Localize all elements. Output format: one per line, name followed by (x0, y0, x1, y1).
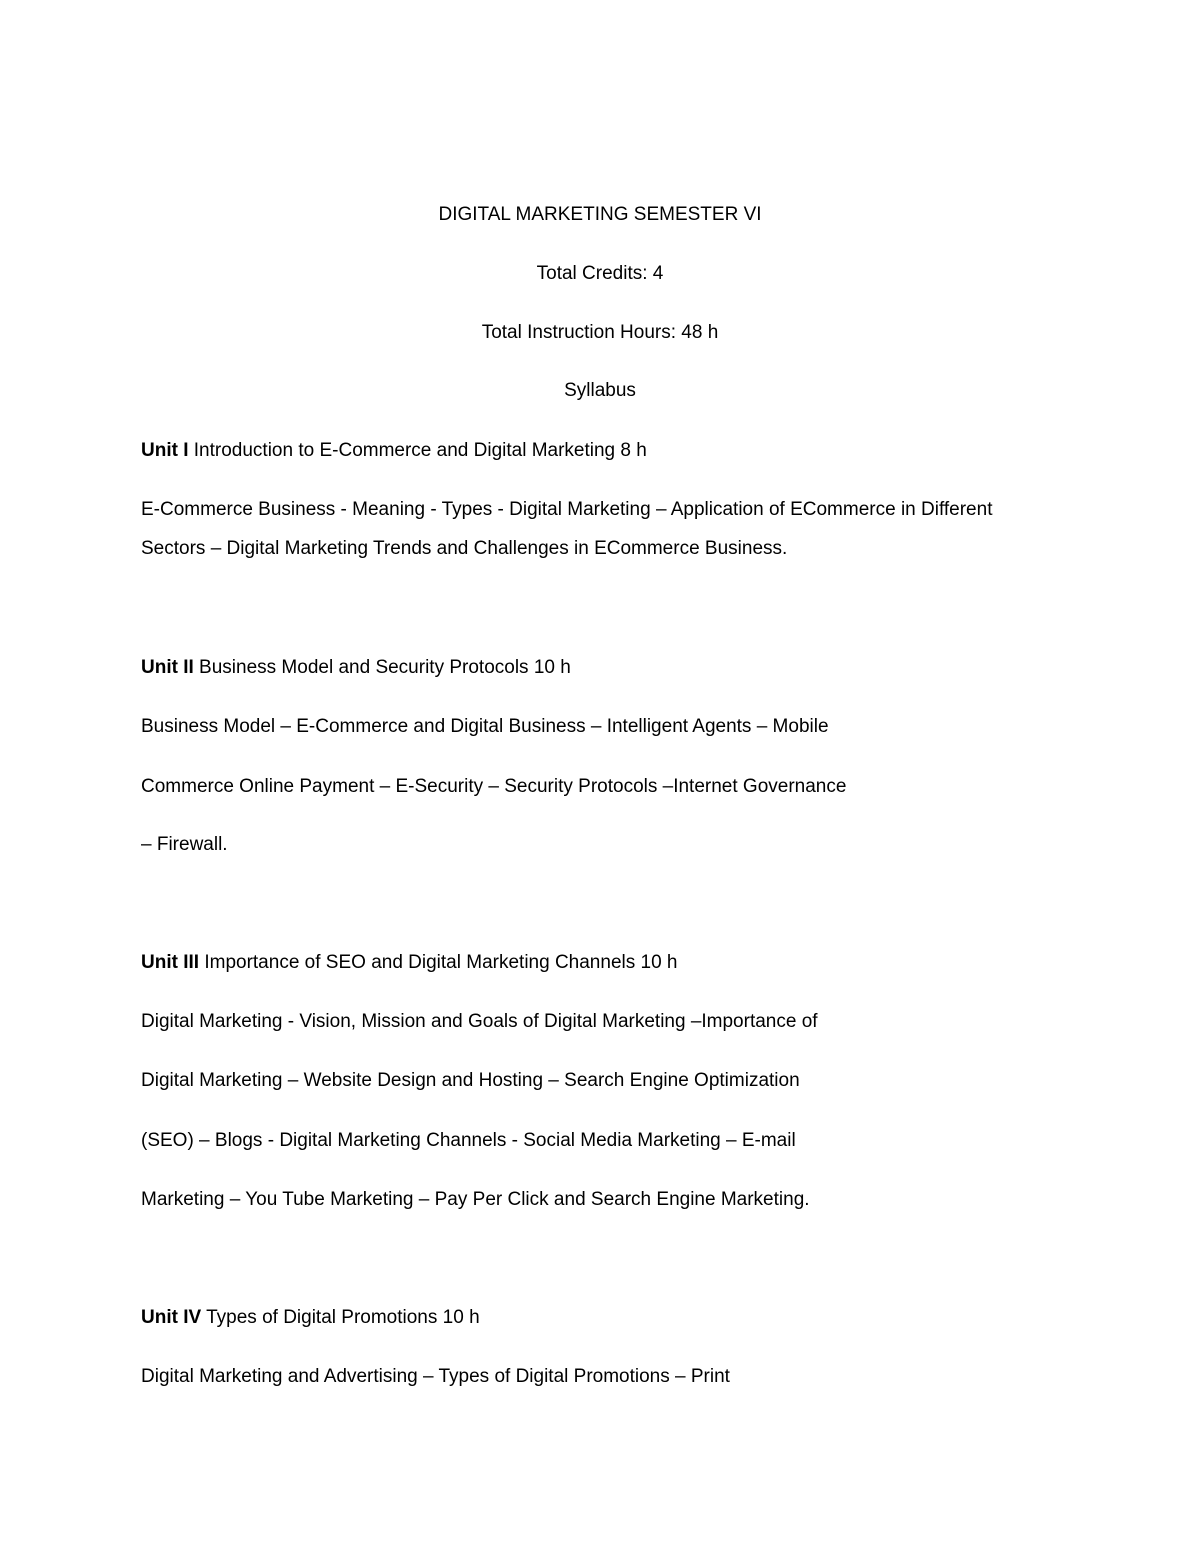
unit-3-label: Unit III (141, 952, 200, 973)
unit-2-label: Unit II (141, 657, 194, 678)
total-instruction-hours: Total Instruction Hours: 48 h (481, 322, 719, 343)
unit-4-line-1: Digital Marketing and Advertising – Types of Digital Promotions – Print (141, 1366, 730, 1387)
unit-3-line-4: Marketing – You Tube Marketing – Pay Per Click and Search Engine Marketing. (141, 1189, 810, 1210)
unit-4-title: Types of Digital Promotions 10 h (201, 1307, 480, 1328)
unit-3-line-3: (SEO) – Blogs - Digital Marketing Channels - Social Media Marketing – E-mail (141, 1130, 796, 1151)
total-credits: Total Credits: 4 (536, 263, 664, 284)
unit-1-line-1: E-Commerce Business - Meaning - Types - Digital Marketing – Application of ECommerce in Different (141, 499, 993, 520)
unit-2-line-3: – Firewall. (141, 834, 228, 855)
unit-2-line-1: Business Model – E-Commerce and Digital Business – Intelligent Agents – Mobile (141, 716, 829, 737)
unit-4-heading (141, 1306, 480, 1330)
syllabus-heading: Syllabus (564, 380, 636, 401)
unit-3-heading (141, 951, 678, 975)
unit-2-line-2: Commerce Online Payment – E-Security – Security Protocols –Internet Governance (141, 776, 847, 797)
unit-2-title: Business Model and Security Protocols 10 h (193, 657, 571, 678)
unit-2-heading (141, 656, 571, 680)
unit-1-label: Unit I (141, 440, 189, 461)
unit-1-title: Introduction to E-Commerce and Digital Marketing 8 h (188, 440, 647, 461)
unit-1-line-2: Sectors – Digital Marketing Trends and Challenges in ECommerce Business. (141, 538, 788, 559)
unit-4-label: Unit IV (141, 1307, 202, 1328)
document-title: DIGITAL MARKETING SEMESTER VI (438, 204, 762, 225)
unit-3-title: Importance of SEO and Digital Marketing Channels 10 h (199, 952, 678, 973)
unit-1-heading (141, 439, 647, 463)
unit-3-line-2: Digital Marketing – Website Design and Hosting – Search Engine Optimization (141, 1070, 800, 1091)
unit-3-line-1: Digital Marketing - Vision, Mission and Goals of Digital Marketing –Importance of (141, 1011, 818, 1032)
